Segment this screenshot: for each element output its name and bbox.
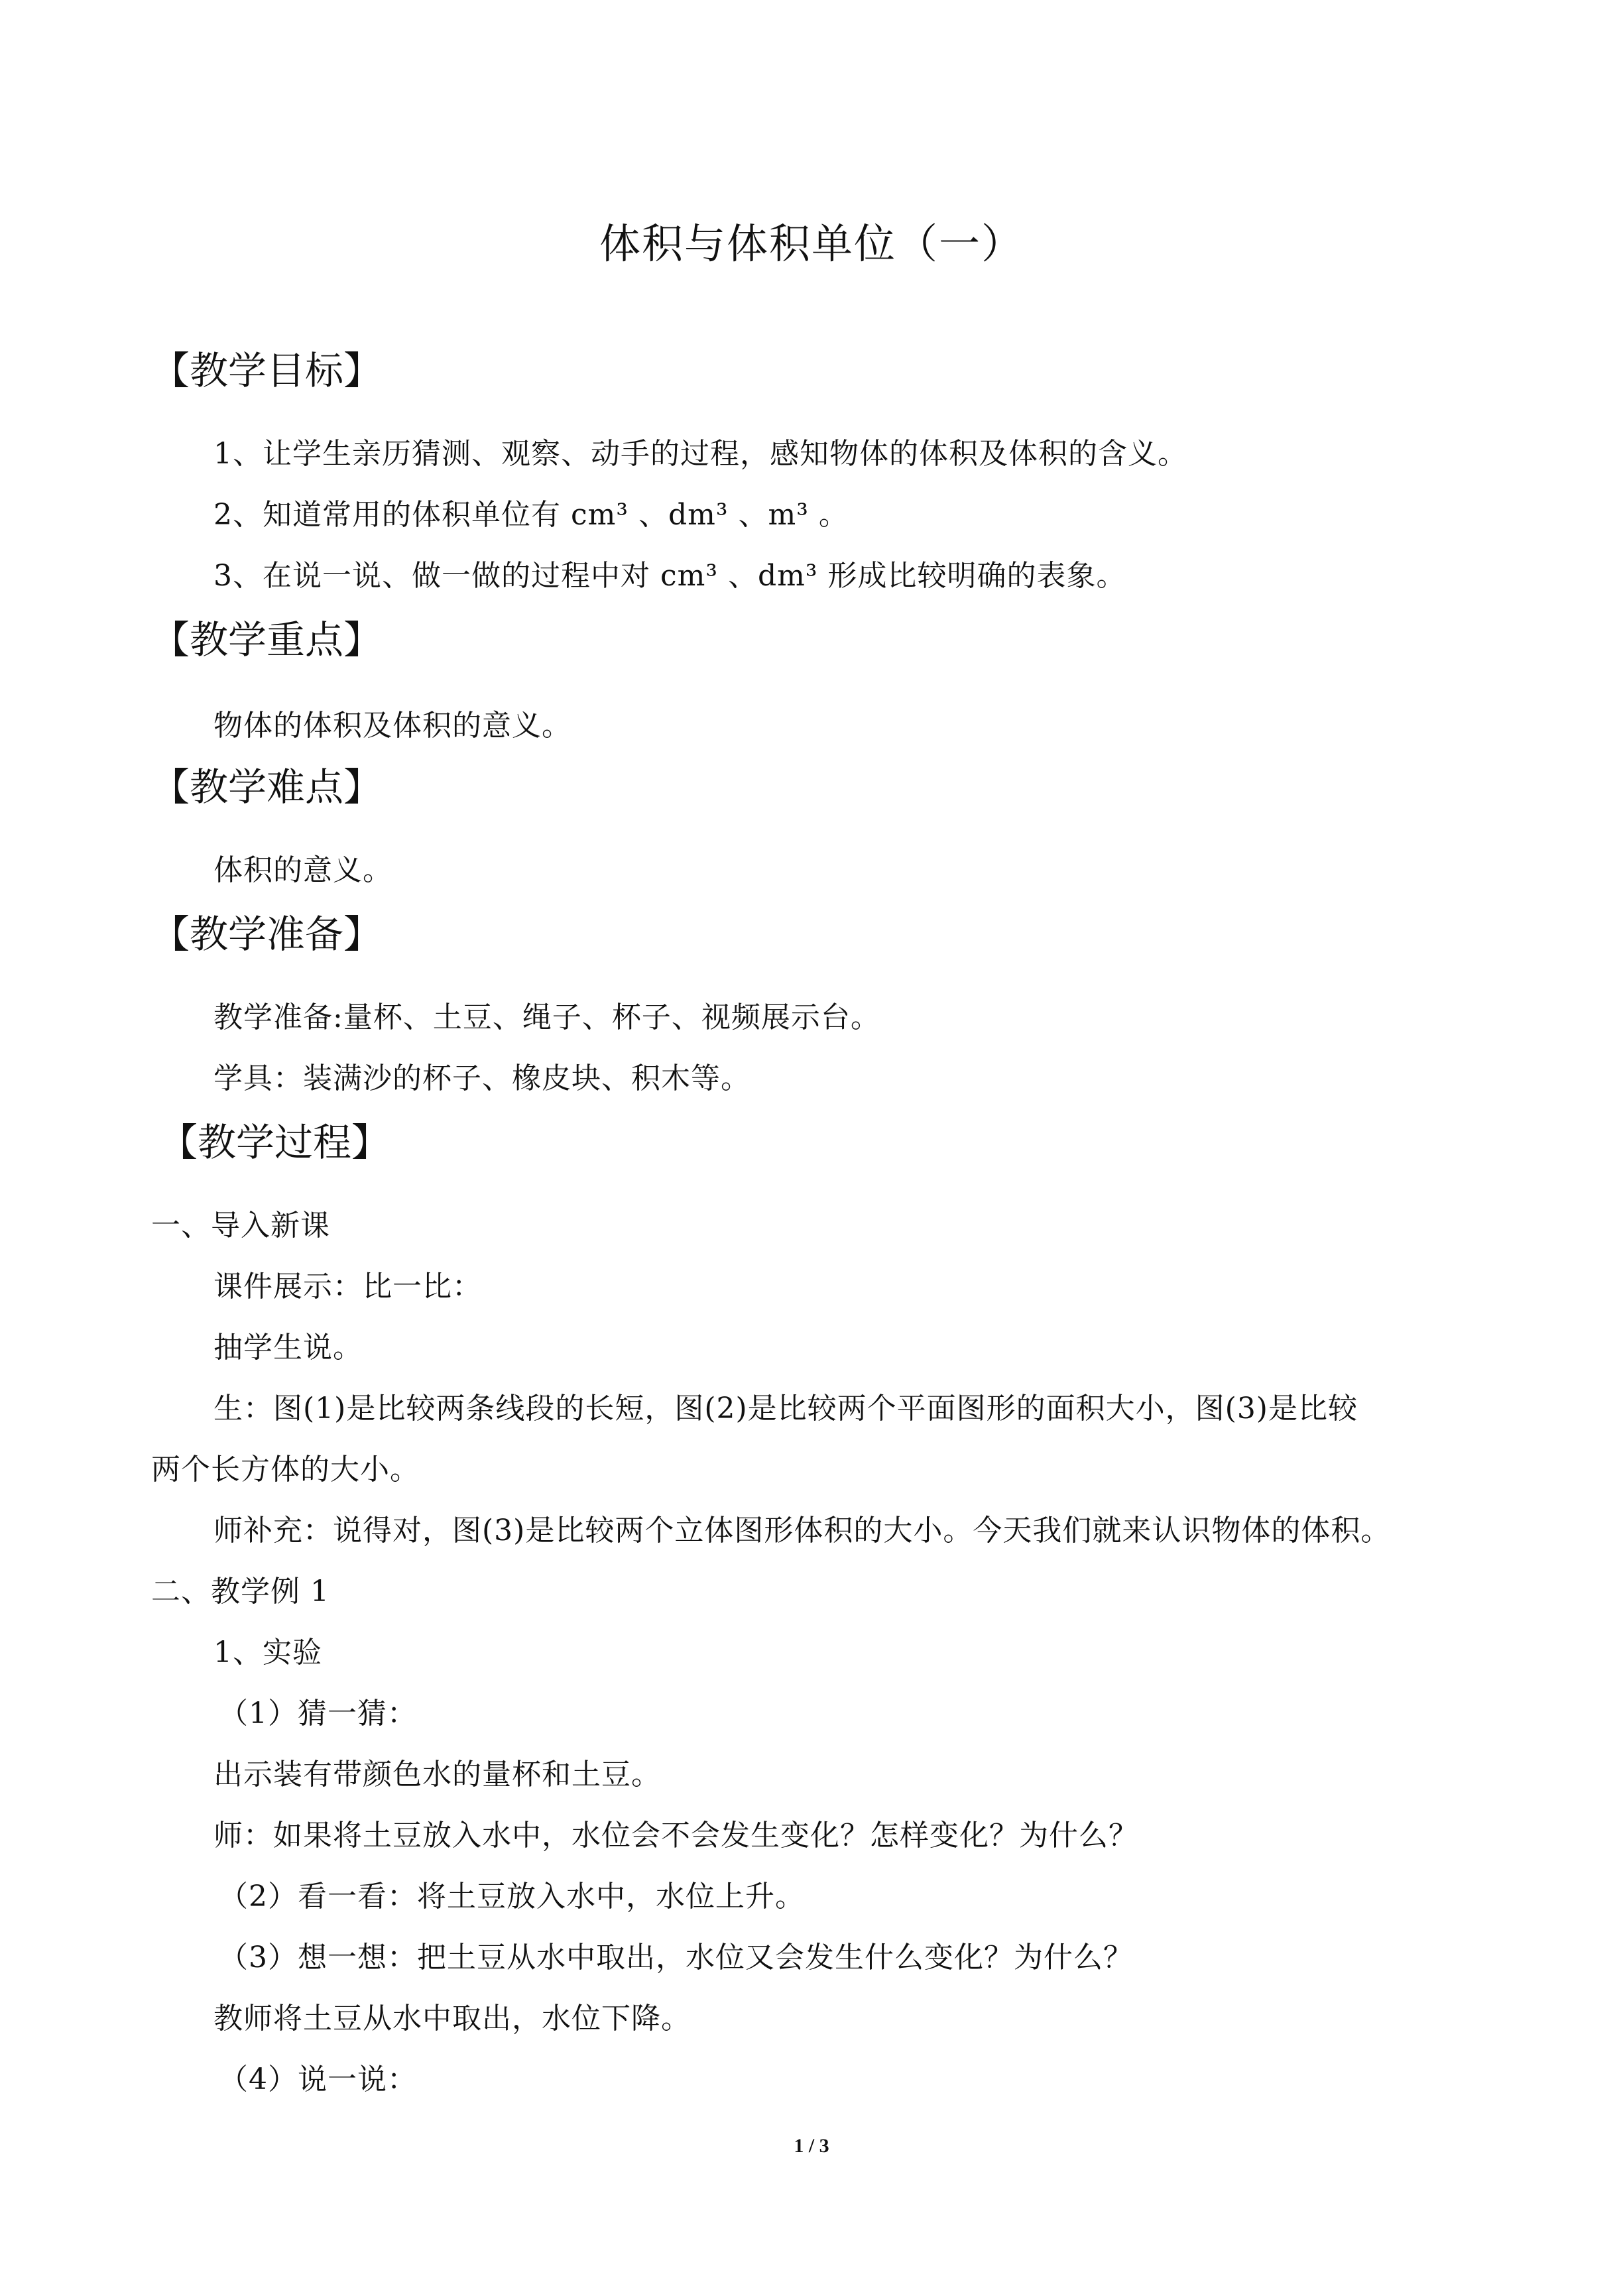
process-line: 生：图(1)是比较两条线段的长短，图(2)是比较两个平面图形的面积大小，图(3)是比较 bbox=[213, 1392, 1358, 1425]
section-heading-goals: 【教学目标】 bbox=[151, 348, 383, 393]
preparation-item: 教学准备:量杯、土豆、绳子、杯子、视频展示台。 bbox=[213, 1000, 880, 1034]
process-line: 师补充：说得对，图(3)是比较两个立体图形体积的大小。今天我们就来认识物体的体积。 bbox=[213, 1514, 1391, 1547]
section-heading-preparation: 【教学准备】 bbox=[151, 912, 383, 957]
process-line: 教师将土豆从水中取出，水位下降。 bbox=[213, 2002, 691, 2035]
process-line: 二、教学例 1 bbox=[151, 1575, 330, 1608]
process-line: 师：如果将土豆放入水中，水位会不会发生变化？怎样变化？为什么？ bbox=[213, 1819, 1138, 1852]
section-heading-difficulties: 【教学难点】 bbox=[151, 764, 383, 810]
section-heading-process: 【教学过程】 bbox=[159, 1120, 391, 1165]
process-line: 课件展示：比一比： bbox=[213, 1270, 482, 1303]
page-number: 1 / 3 bbox=[794, 2135, 829, 2157]
goal-item: 3、在说一说、做一做的过程中对 cm³ 、dm³ 形成比较明确的表象。 bbox=[213, 559, 1126, 593]
difficulties-text: 体积的意义。 bbox=[213, 853, 392, 887]
process-line: （3）想一想：把土豆从水中取出，水位又会发生什么变化？为什么？ bbox=[219, 1941, 1133, 1974]
goal-item: 2、知道常用的体积单位有 cm³ 、dm³ 、m³ 。 bbox=[213, 498, 849, 532]
process-line: 抽学生说。 bbox=[213, 1331, 363, 1364]
process-line: （4）说一说： bbox=[219, 2063, 417, 2096]
process-line: 出示装有带颜色水的量杯和土豆。 bbox=[213, 1758, 661, 1791]
preparation-item: 学具：装满沙的杯子、橡皮块、积木等。 bbox=[213, 1061, 751, 1095]
process-line: 1、实验 bbox=[213, 1636, 322, 1669]
page-title: 体积与体积单位（一） bbox=[599, 219, 1024, 268]
process-line: 两个长方体的大小。 bbox=[151, 1453, 420, 1486]
section-heading-key-points: 【教学重点】 bbox=[151, 617, 383, 662]
process-line: （1）猜一猜： bbox=[219, 1697, 417, 1730]
goal-item: 1、让学生亲历猜测、观察、动手的过程，感知物体的体积及体积的含义。 bbox=[213, 437, 1187, 471]
process-line: 一、导入新课 bbox=[151, 1209, 330, 1242]
process-line: （2）看一看：将土豆放入水中，水位上升。 bbox=[219, 1880, 805, 1913]
key-points-text: 物体的体积及体积的意义。 bbox=[213, 709, 571, 743]
